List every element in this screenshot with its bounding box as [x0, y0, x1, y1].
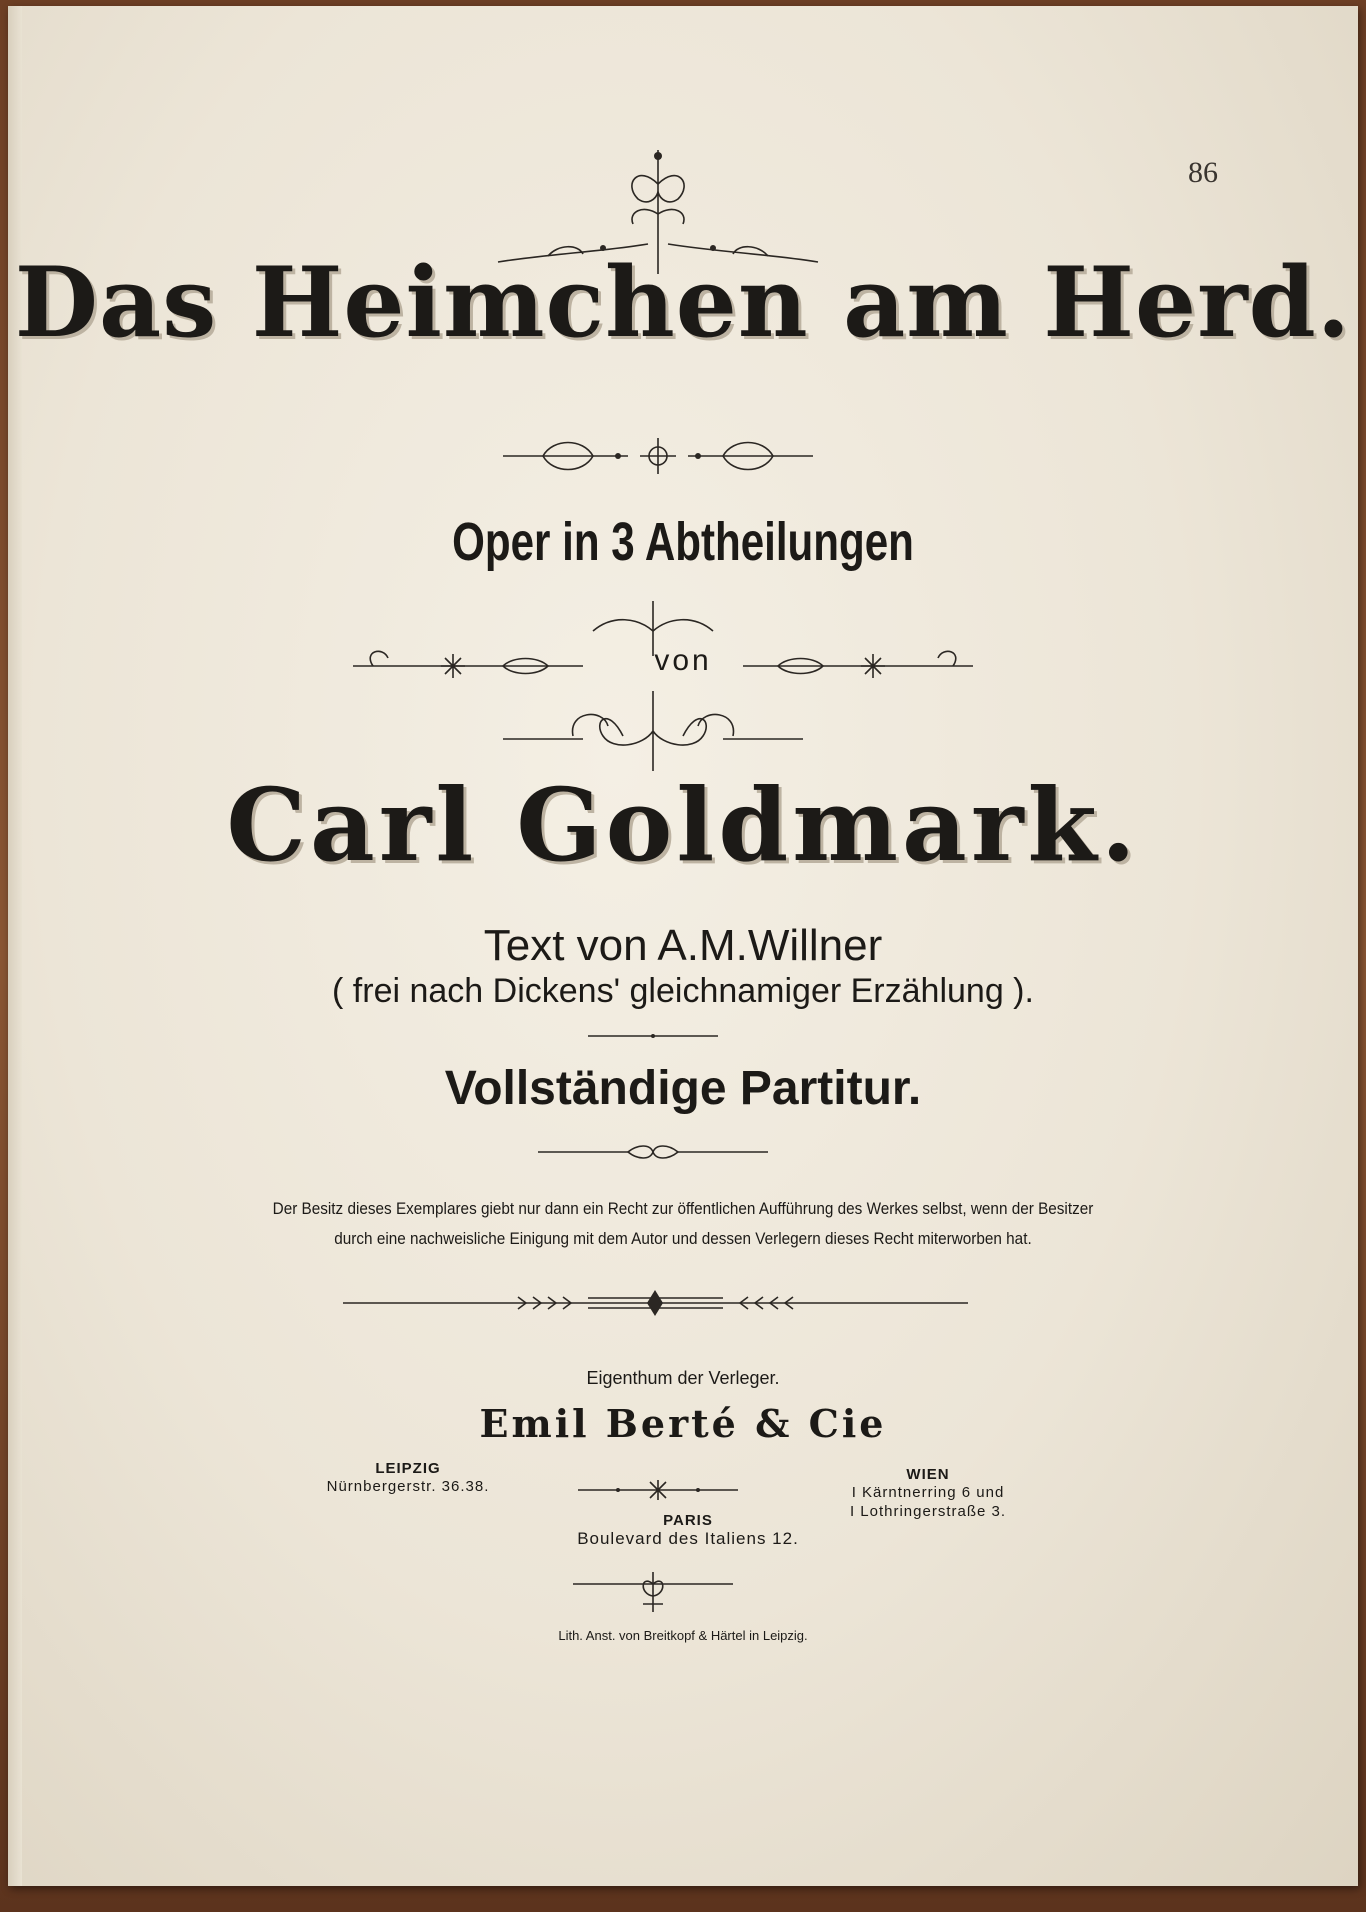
paris-location	[548, 1512, 828, 1548]
leipzig-location	[308, 1460, 508, 1496]
sheet-music-title-page	[8, 6, 1358, 1886]
wien-name: WIEN	[906, 1466, 950, 1483]
score-divider-ornament	[538, 1142, 768, 1162]
paris-address: Boulevard des Italiens 12.	[577, 1529, 799, 1548]
by-word: von	[654, 644, 712, 677]
small-divider-line	[588, 1031, 718, 1041]
composer-name: Carl Goldmark.	[226, 766, 1140, 884]
rights-notice-line-1: Der Besitz dieses Exemplares giebt nur dann ein Recht zur öffentlichen Aufführung des Werkes selbst, wenn der Besitzer	[272, 1199, 1094, 1218]
page-number: 86	[1188, 156, 1218, 189]
ownership-label: Eigenthum der Verleger.	[586, 1368, 780, 1388]
printer-credit: Lith. Anst. von Breitkopf & Härtel in Leipzig.	[558, 1628, 808, 1643]
score-type: Vollständige Partitur.	[444, 1062, 922, 1115]
leipzig-address: Nürnbergerstr. 36.38.	[326, 1478, 490, 1495]
rights-notice-line-2: durch eine nachweisliche Einigung mit dem Autor und dessen Verlegern dieses Recht miterworben hat.	[334, 1229, 1032, 1248]
librettist-credit: Text von A.M.Willner	[483, 921, 883, 970]
arrow-divider-ornament	[343, 1288, 968, 1318]
opera-subtitle: Oper in 3 Abtheilungen	[452, 512, 914, 572]
paris-name: PARIS	[663, 1512, 713, 1529]
wien-address-2: I Lothringerstraße 3.	[849, 1503, 1007, 1520]
publisher-name: Emil Berté & Cie	[479, 1401, 887, 1446]
von-divider-ornament	[353, 596, 973, 781]
rights-notice	[8, 1194, 1358, 1254]
title-divider-ornament	[503, 430, 813, 482]
bottom-flourish-ornament	[573, 1570, 733, 1614]
wien-address-1: I Kärntnerring 6 und	[851, 1484, 1005, 1501]
source-note: ( frei nach Dickens' gleichnamiger Erzählung ).	[332, 972, 1034, 1010]
star-divider-ornament	[578, 1478, 738, 1502]
opera-title: Das Heimchen am Herd.	[14, 246, 1352, 359]
leipzig-name: LEIPZIG	[375, 1460, 441, 1477]
wien-location	[818, 1466, 1038, 1521]
